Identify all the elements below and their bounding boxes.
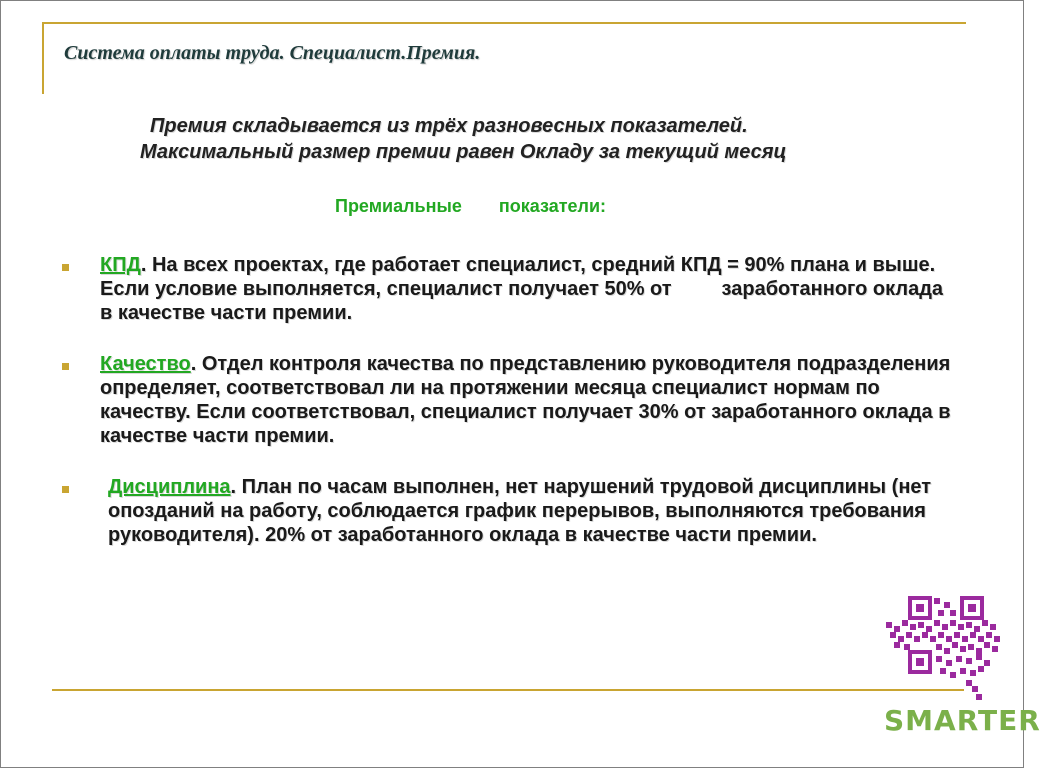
intro-line-1: Премия складывается из трёх разновесных показателей. xyxy=(150,115,748,137)
smarter-logo xyxy=(884,596,1041,746)
bottom-divider xyxy=(52,689,964,691)
qr-code-tree-icon xyxy=(884,596,1002,704)
slide-title: Система оплаты труда. Специалист.Премия. xyxy=(64,42,481,64)
left-divider xyxy=(42,22,44,94)
logo-text: SMARTER xyxy=(884,704,1041,737)
bullet-square-icon xyxy=(62,486,69,493)
bullet-square-icon xyxy=(62,264,69,271)
bullet-text: . Отдел контроля качества по представлению руководителя подразделения определяет, соответствовал ли на протяжении месяца специалист нормам по качеству. Если соответствовал, специалист получает 30% от заработанного оклада в качестве части премии. xyxy=(100,353,951,447)
bullet-list xyxy=(60,253,960,547)
bullet-square-icon xyxy=(62,363,69,370)
bullet-key: КПД xyxy=(100,254,141,276)
bullet-key: Дисциплина xyxy=(108,476,231,498)
intro-text xyxy=(140,113,970,165)
subheading-word-2: показатели: xyxy=(498,196,607,216)
bullet-text: . На всех проектах, где работает специалист, средний КПД = 90% плана и выше. Если условие выполняется, специалист получает 50% от xyxy=(100,254,936,300)
bullet-text-continued: заработанного оклада в качестве части премии. xyxy=(100,278,944,324)
bullet-item-kpd xyxy=(60,253,960,325)
subheading xyxy=(335,196,606,217)
bullet-item-discipline xyxy=(60,475,960,547)
bullet-item-quality xyxy=(60,352,960,448)
top-divider xyxy=(42,22,966,24)
subheading-word-1: Премиальные xyxy=(335,196,462,216)
intro-line-2: Максимальный размер премии равен Окладу за текущий месяц xyxy=(140,141,787,163)
bullet-key: Качество xyxy=(100,353,191,375)
bullet-text: . План по часам выполнен, нет нарушений трудовой дисциплины (нет опозданий на работу, соблюдается график перерывов, выполняются требования руководителя). 20% от заработанного оклада в качестве части премии. xyxy=(108,476,932,546)
